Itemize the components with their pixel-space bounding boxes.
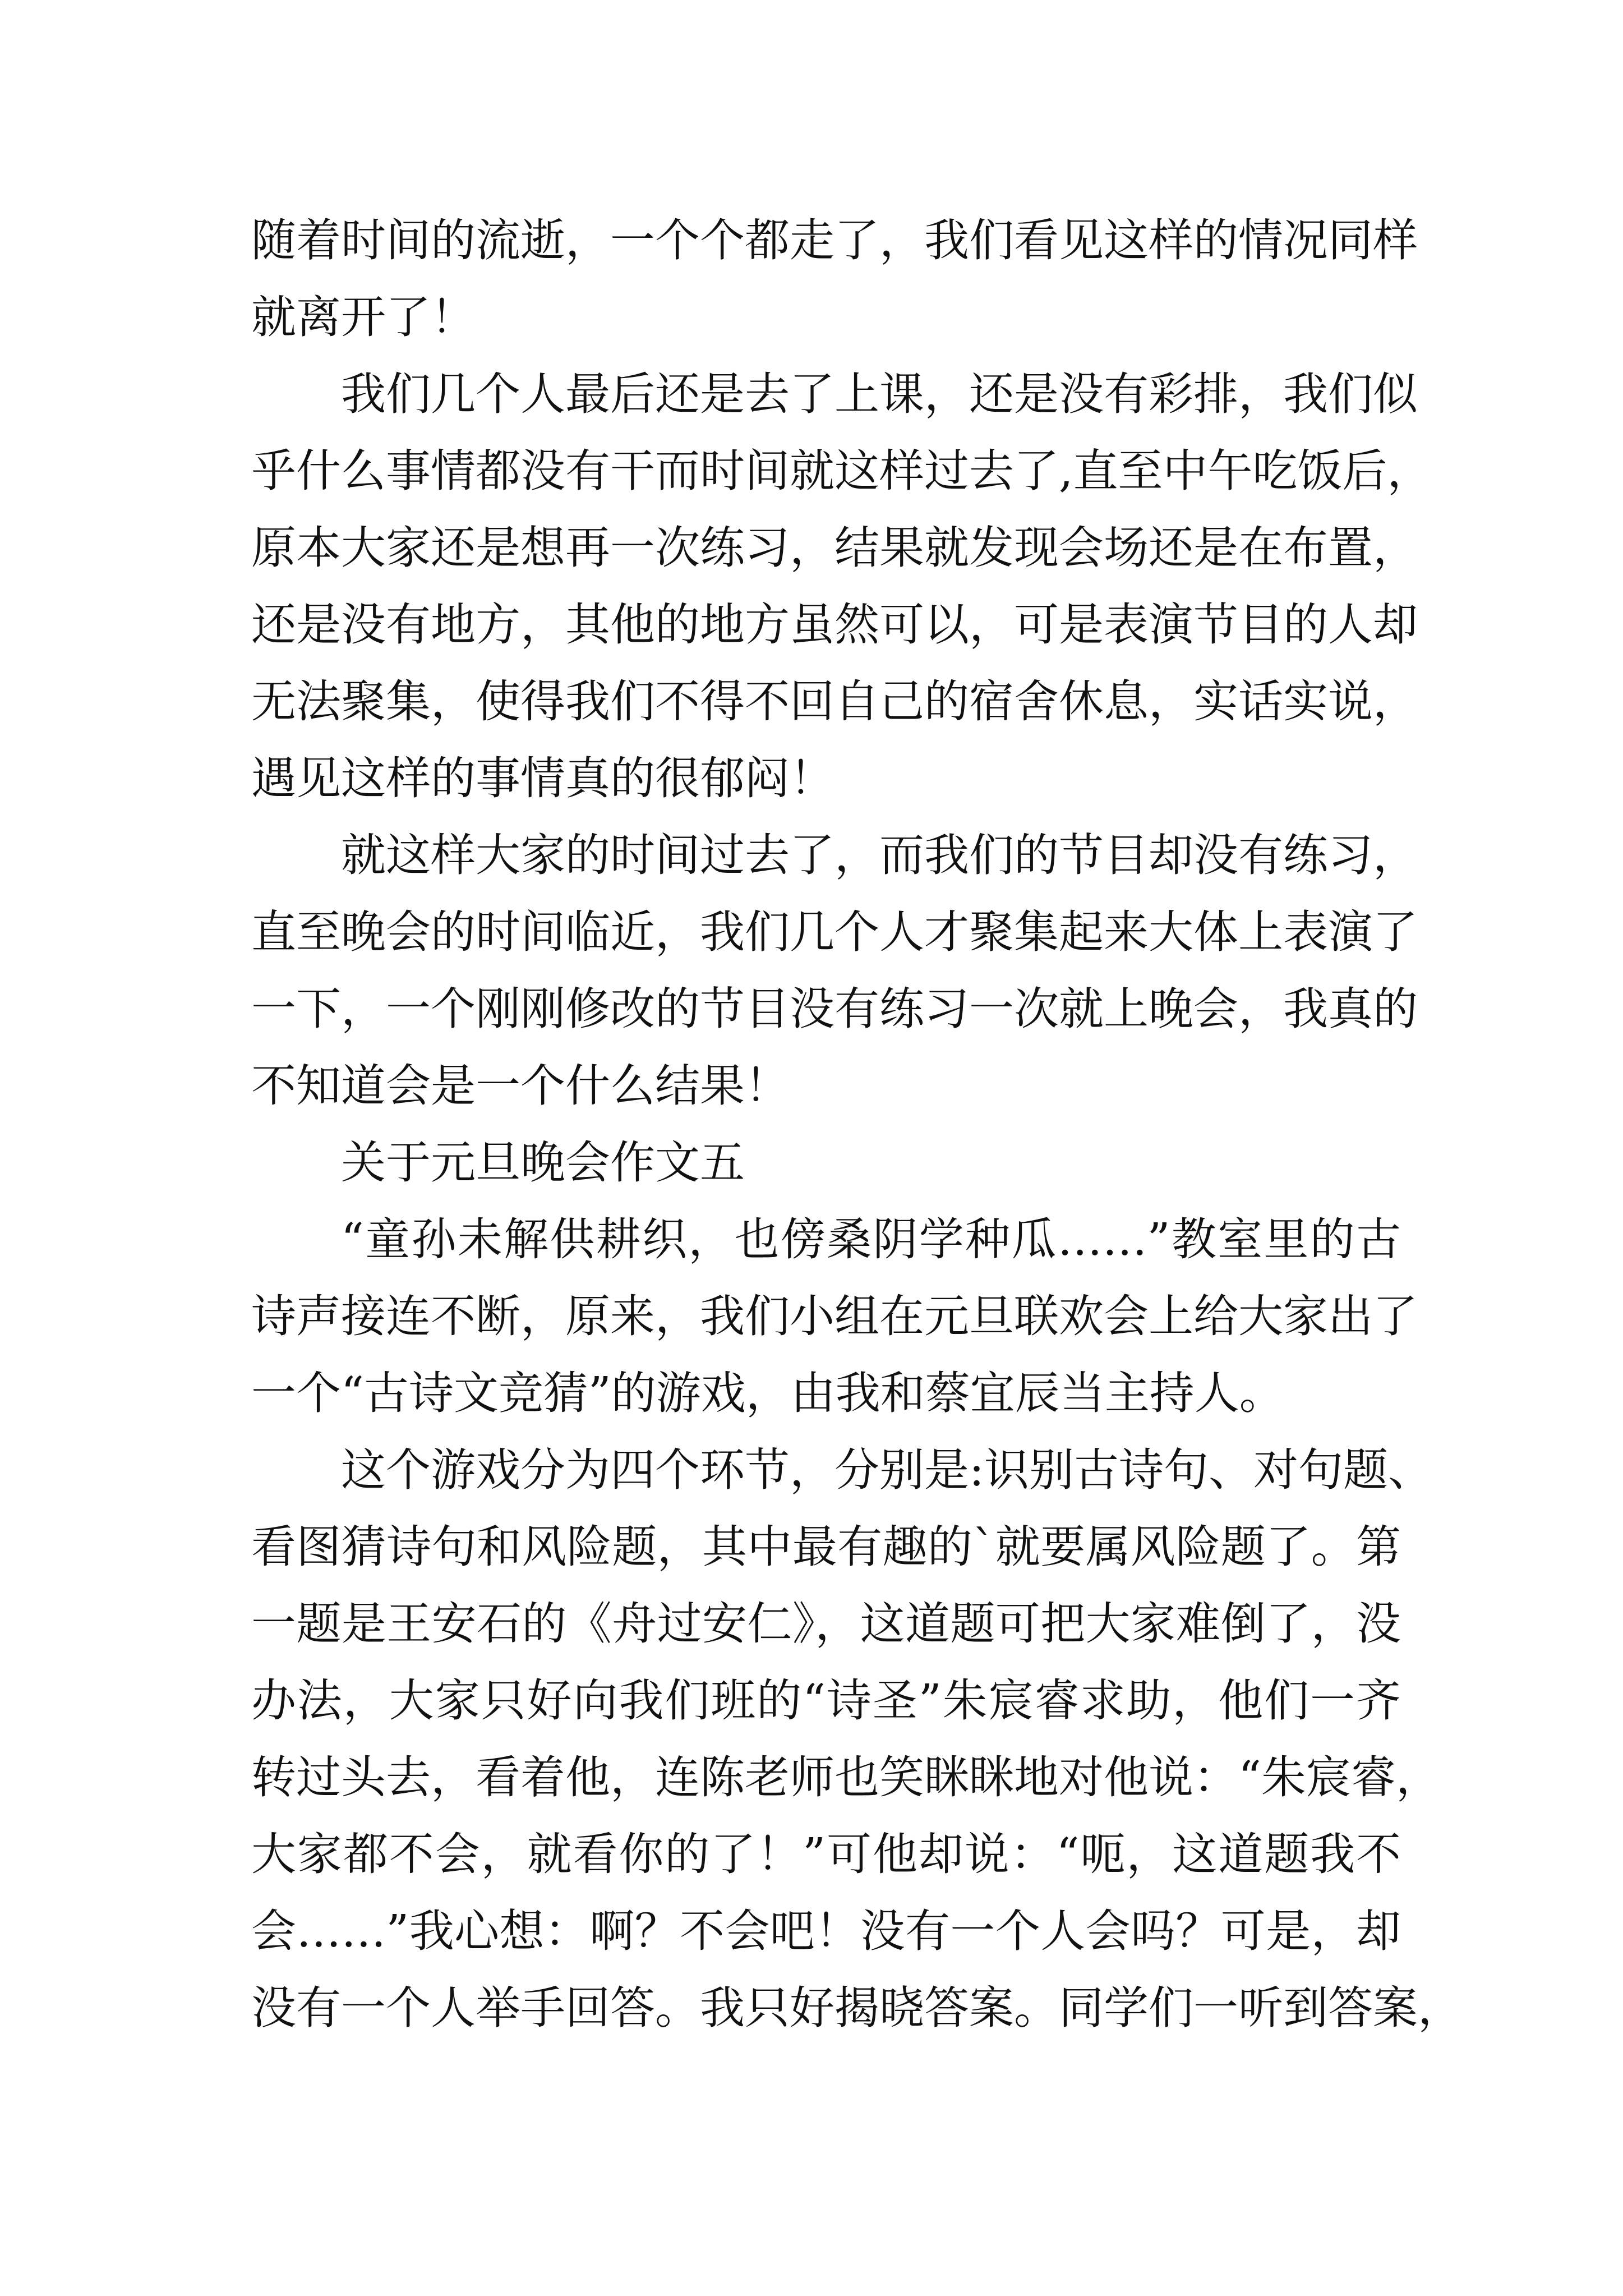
text-line: 办法，大家只好向我们班的“诗圣”朱宸睿求助，他们一齐 — [251, 1674, 1401, 1727]
section-heading: 关于元旦晚会作文五 — [341, 1137, 745, 1189]
text-line: 无法聚集，使得我们不得不回自己的宿舍休息，实话实说， — [251, 675, 1418, 728]
paragraph-6 — [251, 1432, 1463, 2046]
text-line: 转过头去，看着他，连陈老师也笑眯眯地对他说：“朱宸睿， — [251, 1751, 1441, 1803]
paragraph-1 — [251, 202, 1418, 356]
text-line: 随着时间的流逝，一个个都走了，我们看见这样的情况同样 — [251, 214, 1418, 266]
text-line: 这个游戏分为四个环节，分别是:识别古诗句、对句题、 — [341, 1444, 1433, 1496]
text-line: 我们几个人最后还是去了上课，还是没有彩排，我们似 — [341, 368, 1418, 420]
text-line: 就离开了！ — [251, 291, 476, 343]
document-body — [251, 202, 1463, 2046]
text-line: 就这样大家的时间过去了，而我们的节目却没有练习， — [341, 829, 1418, 881]
text-line: 没有一个人举手回答。我只好揭晓答案。同学们一听到答案， — [251, 1982, 1463, 2034]
text-line: 大家都不会，就看你的了！”可他却说：“呃，这道题我不 — [251, 1828, 1401, 1880]
text-line: 一题是王安石的《舟过安仁》，这道题可把大家难倒了，没 — [251, 1598, 1401, 1650]
paragraph-2 — [251, 356, 1432, 817]
paragraph-3 — [251, 817, 1418, 1124]
text-line: 一下，一个刚刚修改的节目没有练习一次就上晚会，我真的 — [251, 983, 1418, 1035]
text-line: 一个“古诗文竞猜”的游戏，由我和蔡宜辰当主持人。 — [251, 1367, 1284, 1419]
text-line: 诗声接连不断，原来，我们小组在元旦联欢会上给大家出了 — [251, 1290, 1418, 1342]
paragraph-5 — [251, 1201, 1418, 1432]
text-line: 原本大家还是想再一次练习，结果就发现会场还是在布置， — [251, 522, 1418, 574]
text-line: 遇见这样的事情真的很郁闷！ — [251, 752, 834, 804]
text-line: 还是没有地方，其他的地方虽然可以，可是表演节目的人却 — [251, 599, 1418, 651]
text-line: 看图猜诗句和风险题，其中最有趣的`就要属风险题了。第 — [251, 1521, 1401, 1573]
text-line: 直至晚会的时间临近，我们几个人才聚集起来大体上表演了 — [251, 906, 1418, 958]
text-line: 不知道会是一个什么结果！ — [251, 1060, 790, 1112]
text-line: 乎什么事情都没有干而时间就这样过去了,直至中午吃饭后， — [251, 445, 1432, 497]
text-line: 会……”我心想：啊？不会吧！没有一个人会吗？可是，却 — [251, 1905, 1401, 1957]
text-line: “童孙未解供耕织，也傍桑阴学种瓜……”教室里的古 — [341, 1213, 1401, 1266]
